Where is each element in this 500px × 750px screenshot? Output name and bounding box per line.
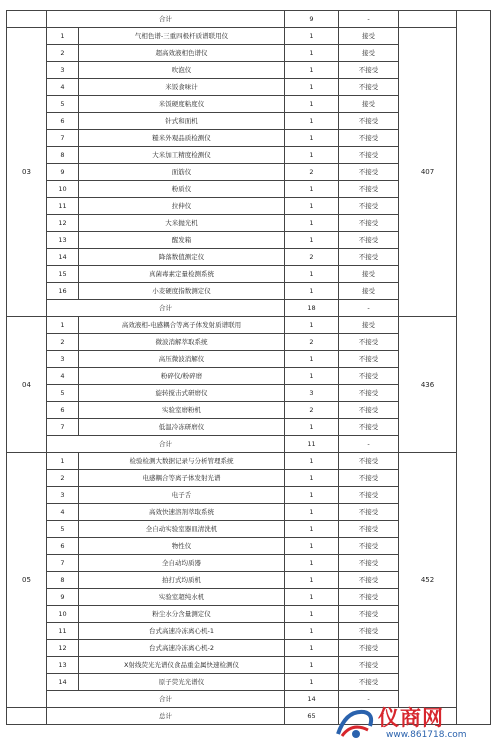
item-number: 5 — [47, 521, 79, 538]
item-status: 接受 — [339, 28, 399, 45]
item-quantity: 1 — [285, 62, 339, 79]
grand-total-count: 65 — [285, 708, 339, 725]
item-name: 拍打式均质机 — [79, 572, 285, 589]
item-status: 不接受 — [339, 334, 399, 351]
item-number: 4 — [47, 504, 79, 521]
item-number: 5 — [47, 385, 79, 402]
item-quantity: 1 — [285, 487, 339, 504]
item-status: 不接受 — [339, 79, 399, 96]
item-number: 10 — [47, 606, 79, 623]
item-number: 2 — [47, 470, 79, 487]
item-number: 8 — [47, 572, 79, 589]
item-name: 全自动均质器 — [79, 555, 285, 572]
subtotal-label: 合计 — [47, 300, 285, 317]
item-name: 糙米外观品质检测仪 — [79, 130, 285, 147]
item-quantity: 1 — [285, 351, 339, 368]
item-number: 2 — [47, 45, 79, 62]
item-number: 4 — [47, 79, 79, 96]
item-number: 10 — [47, 181, 79, 198]
item-number: 8 — [47, 147, 79, 164]
item-quantity: 1 — [285, 555, 339, 572]
watermark — [334, 702, 494, 746]
item-quantity: 1 — [285, 79, 339, 96]
item-status: 不接受 — [339, 674, 399, 691]
item-quantity: 1 — [285, 538, 339, 555]
item-number: 1 — [47, 453, 79, 470]
item-status: 不接受 — [339, 181, 399, 198]
item-status: 接受 — [339, 96, 399, 113]
item-number: 12 — [47, 215, 79, 232]
item-status: 不接受 — [339, 198, 399, 215]
brand-url: www.861718.com — [386, 730, 467, 740]
item-name: 全自动实验室器皿清洗机 — [79, 521, 285, 538]
item-status: 不接受 — [339, 521, 399, 538]
subtotal-label: 合计 — [47, 11, 285, 28]
item-status: 接受 — [339, 283, 399, 300]
group-code: 03 — [7, 28, 47, 317]
tail-cell — [457, 11, 491, 725]
subtotal-dash: - — [339, 300, 399, 317]
item-quantity: 1 — [285, 198, 339, 215]
item-quantity: 2 — [285, 334, 339, 351]
item-number: 3 — [47, 351, 79, 368]
item-number: 12 — [47, 640, 79, 657]
item-number: 11 — [47, 623, 79, 640]
item-number: 9 — [47, 589, 79, 606]
item-number: 1 — [47, 317, 79, 334]
item-name: 实验室超纯水机 — [79, 589, 285, 606]
item-quantity: 2 — [285, 164, 339, 181]
item-name: 检验检测大数据记录与分析管理系统 — [79, 453, 285, 470]
item-name: 大米抛光机 — [79, 215, 285, 232]
item-name: 实验室磨粉机 — [79, 402, 285, 419]
item-quantity: 1 — [285, 317, 339, 334]
subtotal-dash: - — [339, 691, 399, 708]
item-name: 醒发箱 — [79, 232, 285, 249]
item-number: 9 — [47, 164, 79, 181]
item-quantity: 1 — [285, 232, 339, 249]
subtotal-dash: - — [339, 436, 399, 453]
item-status: 不接受 — [339, 351, 399, 368]
item-name: 电子舌 — [79, 487, 285, 504]
item-quantity: 1 — [285, 470, 339, 487]
item-number: 6 — [47, 538, 79, 555]
table-body — [7, 11, 491, 725]
item-status: 不接受 — [339, 232, 399, 249]
item-quantity: 1 — [285, 215, 339, 232]
item-quantity: 1 — [285, 572, 339, 589]
item-name: 吹泡仪 — [79, 62, 285, 79]
item-quantity: 1 — [285, 589, 339, 606]
item-name: 拉伸仪 — [79, 198, 285, 215]
item-quantity: 1 — [285, 113, 339, 130]
item-status: 不接受 — [339, 419, 399, 436]
item-number: 7 — [47, 130, 79, 147]
item-quantity: 1 — [285, 28, 339, 45]
subtotal-count: 9 — [285, 11, 339, 28]
item-status: 不接受 — [339, 470, 399, 487]
item-number: 14 — [47, 674, 79, 691]
item-name: 降落数值测定仪 — [79, 249, 285, 266]
item-status: 不接受 — [339, 368, 399, 385]
item-name: 粉尘水分含量测定仪 — [79, 606, 285, 623]
item-status: 不接受 — [339, 589, 399, 606]
subtotal-label: 合计 — [47, 436, 285, 453]
equipment-table — [6, 10, 491, 725]
subtotal-count: 14 — [285, 691, 339, 708]
item-number: 6 — [47, 113, 79, 130]
item-quantity: 1 — [285, 45, 339, 62]
item-quantity: 1 — [285, 606, 339, 623]
item-status: 接受 — [339, 317, 399, 334]
item-quantity: 1 — [285, 130, 339, 147]
group-total-empty — [399, 11, 457, 28]
item-name: 物性仪 — [79, 538, 285, 555]
item-status: 不接受 — [339, 62, 399, 79]
group-total: 452 — [399, 453, 457, 708]
item-number: 5 — [47, 96, 79, 113]
item-name: 气相色谱-三重四极杆质谱联用仪 — [79, 28, 285, 45]
item-name: 台式高速冷冻离心机-1 — [79, 623, 285, 640]
table-row — [7, 317, 491, 334]
item-status: 不接受 — [339, 572, 399, 589]
item-name: 真菌毒素定量检测系统 — [79, 266, 285, 283]
item-status: 不接受 — [339, 215, 399, 232]
group-total: 407 — [399, 28, 457, 317]
item-name: 台式高速冷冻离心机-2 — [79, 640, 285, 657]
item-status: 不接受 — [339, 113, 399, 130]
item-number: 6 — [47, 402, 79, 419]
subtotal-label: 合计 — [47, 691, 285, 708]
brand-name: 仪商网 — [378, 705, 444, 730]
item-number: 7 — [47, 555, 79, 572]
item-status: 接受 — [339, 266, 399, 283]
item-status: 不接受 — [339, 385, 399, 402]
item-quantity: 1 — [285, 453, 339, 470]
item-number: 7 — [47, 419, 79, 436]
item-number: 11 — [47, 198, 79, 215]
item-name: 低温冷冻研磨仪 — [79, 419, 285, 436]
item-status: 不接受 — [339, 606, 399, 623]
item-quantity: 2 — [285, 249, 339, 266]
item-name: 米饭硬度粘度仪 — [79, 96, 285, 113]
subtotal-count: 11 — [285, 436, 339, 453]
item-status: 不接受 — [339, 164, 399, 181]
item-quantity: 3 — [285, 385, 339, 402]
item-status: 不接受 — [339, 555, 399, 572]
item-name: 旋转搅击式研磨仪 — [79, 385, 285, 402]
item-quantity: 1 — [285, 674, 339, 691]
group-cell-empty — [7, 708, 47, 725]
item-status: 不接受 — [339, 657, 399, 674]
item-number: 13 — [47, 657, 79, 674]
item-status: 不接受 — [339, 130, 399, 147]
table-row — [7, 28, 491, 45]
item-name: 高效快速溶剂萃取系统 — [79, 504, 285, 521]
item-status: 不接受 — [339, 453, 399, 470]
item-number: 15 — [47, 266, 79, 283]
item-quantity: 1 — [285, 623, 339, 640]
item-name: 超高效液相色谱仪 — [79, 45, 285, 62]
item-quantity: 2 — [285, 402, 339, 419]
item-name: 米饭食味计 — [79, 79, 285, 96]
item-quantity: 1 — [285, 504, 339, 521]
item-name: 面筋仪 — [79, 164, 285, 181]
group-total: 436 — [399, 317, 457, 453]
item-number: 16 — [47, 283, 79, 300]
item-number: 3 — [47, 487, 79, 504]
subtotal-row — [7, 11, 491, 28]
item-number: 2 — [47, 334, 79, 351]
item-name: 粉碎仪/粉碎磨 — [79, 368, 285, 385]
item-quantity: 1 — [285, 181, 339, 198]
item-status: 不接受 — [339, 147, 399, 164]
item-quantity: 1 — [285, 368, 339, 385]
item-status: 不接受 — [339, 249, 399, 266]
item-name: 电感耦合等离子体发射光谱 — [79, 470, 285, 487]
subtotal-count: 18 — [285, 300, 339, 317]
item-status: 不接受 — [339, 504, 399, 521]
group-code: 04 — [7, 317, 47, 453]
item-number: 3 — [47, 62, 79, 79]
item-status: 不接受 — [339, 487, 399, 504]
item-quantity: 1 — [285, 657, 339, 674]
item-status: 不接受 — [339, 640, 399, 657]
item-quantity: 1 — [285, 96, 339, 113]
brand-logo-icon — [334, 704, 376, 744]
item-status: 不接受 — [339, 623, 399, 640]
item-number: 1 — [47, 28, 79, 45]
item-name: 针式和面机 — [79, 113, 285, 130]
item-name: 大米加工精度检测仪 — [79, 147, 285, 164]
item-status: 不接受 — [339, 402, 399, 419]
grand-total-label: 总计 — [47, 708, 285, 725]
item-status: 接受 — [339, 45, 399, 62]
item-number: 4 — [47, 368, 79, 385]
item-name: 微波消解萃取系统 — [79, 334, 285, 351]
item-quantity: 1 — [285, 283, 339, 300]
item-quantity: 1 — [285, 147, 339, 164]
group-code: 05 — [7, 453, 47, 708]
subtotal-dash: - — [339, 11, 399, 28]
item-name: 高压微波消解仪 — [79, 351, 285, 368]
item-name: 粉质仪 — [79, 181, 285, 198]
item-quantity: 1 — [285, 419, 339, 436]
item-quantity: 1 — [285, 640, 339, 657]
item-number: 13 — [47, 232, 79, 249]
item-quantity: 1 — [285, 521, 339, 538]
group-cell-empty — [7, 11, 47, 28]
table-row — [7, 453, 491, 470]
item-name: 原子荧光光谱仪 — [79, 674, 285, 691]
item-name: 高效液相-电感耦合等离子体发射质谱联用 — [79, 317, 285, 334]
item-quantity: 1 — [285, 266, 339, 283]
item-name: X射线荧光光谱仪食品重金属快速检测仪 — [79, 657, 285, 674]
item-name: 小麦硬度指数测定仪 — [79, 283, 285, 300]
item-number: 14 — [47, 249, 79, 266]
item-status: 不接受 — [339, 538, 399, 555]
